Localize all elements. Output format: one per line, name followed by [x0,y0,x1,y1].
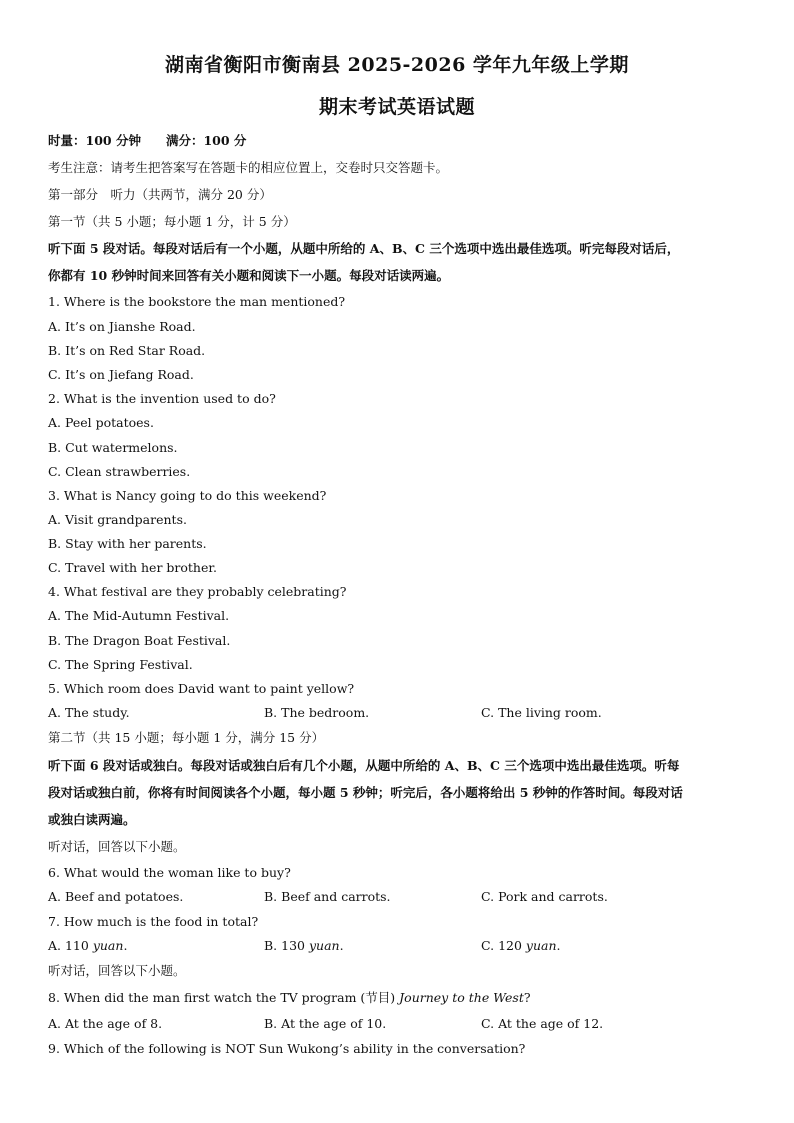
q5-option-c: C. The living room. [481,705,602,720]
q6-option-b: B. Beef and carrots. [264,889,391,904]
q4-option-a: A. The Mid-Autumn Festival. [48,608,230,623]
q9-stem: 9. Which of the following is NOT Sun Wukong’s ability in the conversation? [48,1041,526,1056]
section2-instruction-line3: 或独白读两遍。 [48,812,136,827]
section2-instruction-line1: 听下面 6 段对话或独白。每段对话或独白后有几个小题，从题中所给的 A、B、C 三个选项中选出最佳选项。听每 [48,758,680,773]
q3-option-b: B. Stay with her parents. [48,536,207,551]
q7-option-c [481,938,561,954]
q5-option-a: A. The study. [48,705,130,720]
section2-title: 第二节（共 15 小题；每小题 1 分，满分 15 分） [48,730,325,745]
q6-stem: 6. What would the woman like to buy? [48,865,291,880]
q1-option-b: B. It’s on Red Star Road. [48,343,206,358]
exam-title-line1: 湖南省衡阳市衡南县 2025-2026 学年九年级上学期 [165,54,629,76]
section1-instruction-line1: 听下面 5 段对话。每段对话后有一个小题，从题中所给的 A、B、C 三个选项中选出最佳选项。听完每段对话后， [48,241,680,256]
notice-line: 考生注意：请考生把答案写在答题卡的相应位置上，交卷时只交答题卡。 [48,160,449,175]
q7-option-a-dot: . [123,938,128,953]
dialog-hint: 听对话，回答以下小题。 [48,839,186,854]
dialog-hint: 听对话，回答以下小题。 [48,963,186,978]
q7-option-a-unit: yuan [92,938,124,953]
q6-option-c: C. Pork and carrots. [481,889,608,904]
q8-option-c: C. At the age of 12. [481,1016,604,1031]
q8-stem-text: 8. When did the man first watch the TV program (节目) [48,990,400,1005]
q8-option-b: B. At the age of 10. [264,1016,387,1031]
section1-title: 第一节（共 5 小题；每小题 1 分，计 5 分） [48,214,296,229]
section2-instruction-line2: 段对话或独白前，你将有时间阅读各个小题，每小题 5 秒钟；听完后，各小题将给出 5 秒钟的作答时间。每段对话 [48,785,683,800]
q5-stem: 5. Which room does David want to paint yellow? [48,681,355,696]
q4-option-b: B. The Dragon Boat Festival. [48,633,231,648]
q1-stem: 1. Where is the bookstore the man mentioned? [48,294,346,309]
q7-option-c-unit: yuan [525,938,557,953]
q7-option-c-dot: . [556,938,561,953]
q7-option-b-amount: B. 130 [264,938,309,953]
time-score-line: 时量：100 分钟 满分：100 分 [48,133,247,148]
q1-option-a: A. It’s on Jianshe Road. [48,319,196,334]
section1-instruction-line2: 你都有 10 秒钟时间来回答有关小题和阅读下一小题。每段对话读两遍。 [48,268,450,283]
q8-stem-end: ? [523,990,531,1005]
q7-stem: 7. How much is the food in total? [48,914,259,929]
q6-option-a: A. Beef and potatoes. [48,889,184,904]
q7-option-b-dot: . [339,938,344,953]
q2-option-c: C. Clean strawberries. [48,464,191,479]
exam-title-line2: 期末考试英语试题 [318,96,475,118]
q3-option-c: C. Travel with her brother. [48,560,217,575]
q2-option-a: A. Peel potatoes. [48,415,154,430]
q8-program-title: Journey to the West [399,990,524,1005]
q1-option-c: C. It’s on Jiefang Road. [48,367,194,382]
q7-option-b-unit: yuan [308,938,340,953]
q7-option-a [48,938,127,954]
q5-option-b: B. The bedroom. [264,705,370,720]
q4-stem: 4. What festival are they probably celebrating? [48,584,347,599]
q2-stem: 2. What is the invention used to do? [48,391,276,406]
q4-option-c: C. The Spring Festival. [48,657,193,672]
q7-option-b [264,938,344,954]
q7-option-a-amount: A. 110 [48,938,93,953]
q7-option-c-amount: C. 120 [481,938,526,953]
q8-stem [48,990,531,1006]
q8-option-a: A. At the age of 8. [48,1016,163,1031]
q2-option-b: B. Cut watermelons. [48,440,178,455]
part1-title: 第一部分 听力（共两节，满分 20 分） [48,187,272,202]
q3-option-a: A. Visit grandparents. [48,512,187,527]
q3-stem: 3. What is Nancy going to do this weekend? [48,488,327,503]
